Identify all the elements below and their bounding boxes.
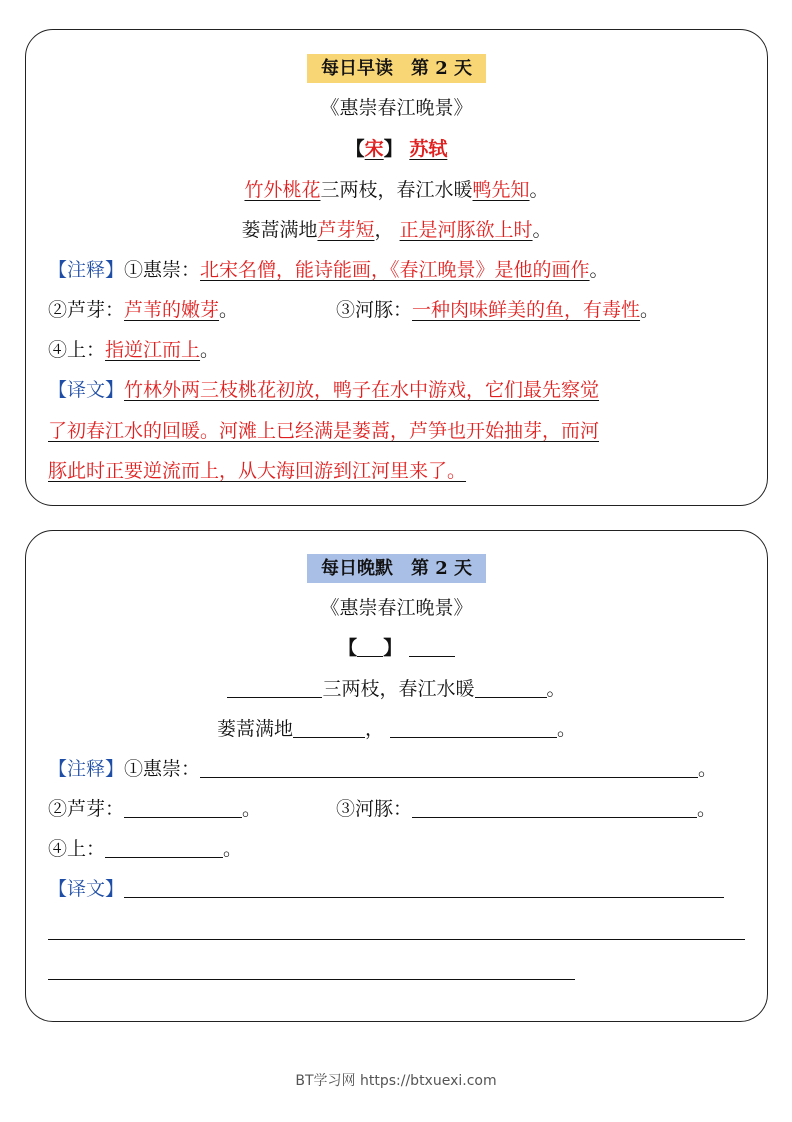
- evening-title: 每日晚默 第 2 天: [307, 554, 486, 583]
- evening-note-2: ②芦芽： 。: [48, 798, 262, 820]
- morning-verse-line-2: 蒌蒿满地芦芽短， 正是河豚欲上时。: [241, 219, 552, 241]
- verse-blank-3[interactable]: [293, 717, 365, 738]
- evening-note-label: 【注释】: [48, 758, 125, 780]
- morning-author-line: 【宋】 苏轼: [345, 138, 448, 160]
- morning-note-label: 【注释】: [48, 259, 125, 281]
- morning-translation-label: 【译文】: [48, 379, 125, 401]
- evening-author-line: 【 】: [26, 635, 767, 661]
- morning-reading-card: [25, 29, 768, 506]
- note-1-blank[interactable]: [200, 757, 698, 778]
- note-3-blank[interactable]: [412, 797, 697, 818]
- translation-blank-2[interactable]: [48, 939, 745, 940]
- evening-note-4: ④上： 。: [48, 838, 243, 860]
- morning-note-1: 【注释】①惠崇：北宋名僧，能诗能画，《春江晚景》是他的画作。: [48, 259, 609, 281]
- morning-note-3: ③河豚：一种肉味鲜美的鱼，有毒性。: [336, 299, 660, 321]
- note-2-blank[interactable]: [124, 797, 242, 818]
- evening-dictation-card: [25, 530, 768, 1022]
- evening-verse-line-2: 蒌蒿满地 ， 。: [216, 718, 577, 740]
- morning-translation-2: 了初春江水的回暖。河滩上已经满是蒌蒿，芦笋也开始抽芽，而河: [48, 420, 600, 442]
- morning-translation-3: 豚此时正要逆流而上，从大海回游到江河里来了。: [48, 460, 467, 482]
- translation-blank-3[interactable]: [48, 979, 575, 980]
- morning-note-4: ④上：指逆江而上。: [48, 339, 220, 361]
- morning-note-2: ②芦芽：芦苇的嫩芽。: [48, 299, 239, 321]
- morning-dynasty: 宋: [364, 138, 384, 160]
- site-footer: BT学习网 https://btxuexi.com: [295, 1073, 497, 1089]
- verse-blank-2[interactable]: [475, 677, 547, 698]
- morning-poem-title: 《惠崇春江晚景》: [320, 97, 473, 119]
- evening-translation-label: 【译文】: [48, 878, 125, 900]
- author-blank[interactable]: [409, 636, 455, 657]
- evening-poem-title: 《惠崇春江晚景》: [320, 597, 473, 619]
- evening-translation-line-1: [48, 876, 767, 902]
- morning-translation-1: 【译文】竹林外两三枝桃花初放，鸭子在水中游戏，它们最先察觉: [48, 379, 600, 401]
- morning-title: 每日早读 第 2 天: [307, 54, 486, 83]
- verse-blank-4[interactable]: [390, 717, 557, 738]
- evening-note-1: 【注释】①惠崇： 。: [48, 758, 718, 780]
- morning-verse-line-1: 竹外桃花三两枝，春江水暖鸭先知。: [244, 179, 549, 201]
- dynasty-blank[interactable]: [357, 636, 383, 657]
- note-4-blank[interactable]: [105, 837, 223, 858]
- translation-blank-1[interactable]: [124, 877, 724, 898]
- morning-author: 苏轼: [409, 138, 448, 160]
- evening-note-3: ③河豚： 。: [336, 798, 717, 820]
- evening-verse-line-1: 三两枝，春江水暖 。: [26, 676, 767, 702]
- verse-blank-1[interactable]: [227, 677, 322, 698]
